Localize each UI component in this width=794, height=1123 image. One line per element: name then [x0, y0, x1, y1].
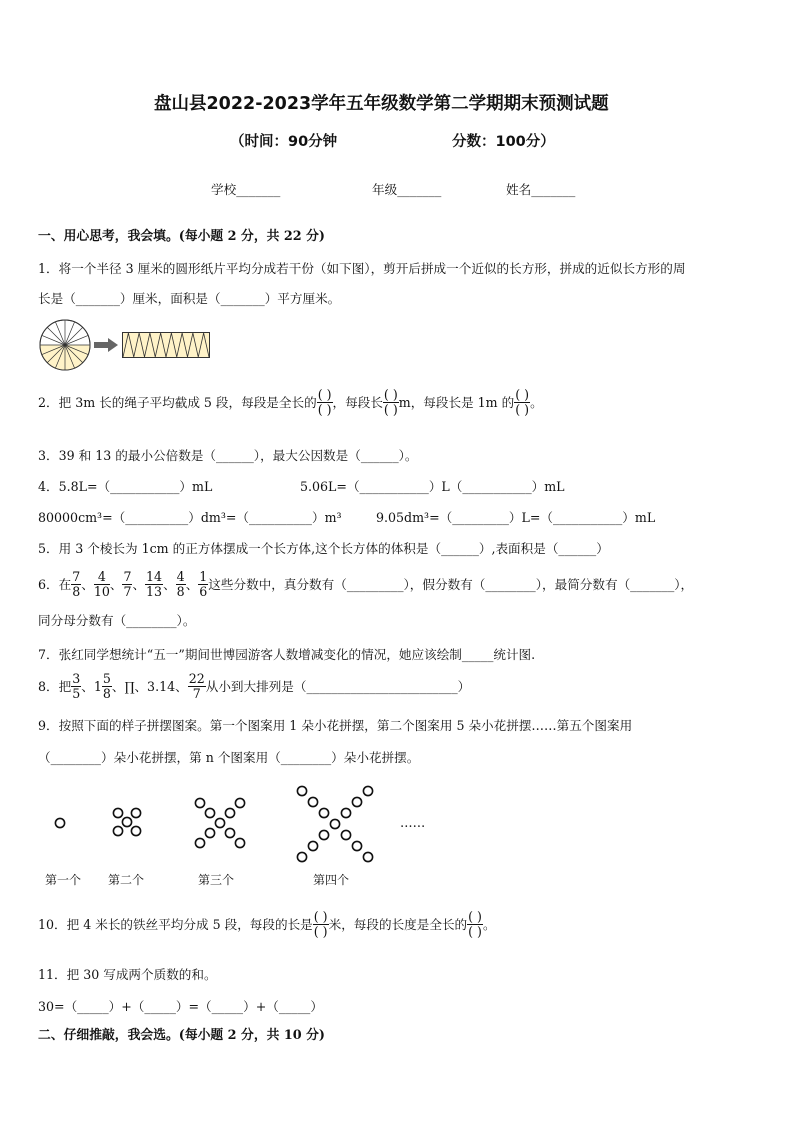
flower-circle [195, 798, 204, 807]
numerator: 7 [72, 569, 81, 584]
q6-line2: 同分母分数有（________）。 [38, 613, 196, 628]
flower-circle [225, 808, 234, 817]
flower-circle [297, 852, 306, 861]
flower-circle [113, 826, 122, 835]
q8-rest1: 、∏、3.14、 [111, 678, 188, 694]
q5: 5．用 3 个棱长为 1cm 的正方体摆成一个长方体,这个长方体的体积是（______）,表面积是（______） [38, 541, 609, 556]
q8-fraction [102, 672, 112, 701]
flower-circle [341, 830, 350, 839]
flower-circle [205, 828, 214, 837]
flower-circle [235, 798, 244, 807]
denominator: 6 [199, 584, 208, 599]
numerator: 4 [176, 569, 185, 584]
blank-denominator: ( ) [515, 402, 530, 417]
q6-prefix: 6．在 [38, 576, 72, 592]
q6-fraction [122, 570, 132, 599]
flower-circle [352, 797, 361, 806]
separator: 、 [109, 576, 123, 592]
blank-denominator: ( ) [383, 402, 398, 417]
q9-line1: 9．按照下面的样子拼摆图案。第一个图案用 1 朵小花拼摆，第二个图案用 5 朵小花拼摆……第五个图案用 [38, 718, 633, 733]
q8-sep1: 、1 [81, 678, 102, 694]
name-field: 姓名_______ [506, 182, 576, 197]
flower-circle [352, 841, 361, 850]
q3: 3．39 和 13 的最小公倍数是（______），最大公因数是（______）。 [38, 448, 418, 463]
numerator: 1 [199, 569, 208, 584]
flower-circle [55, 818, 64, 827]
page-title: 盘山县2022-2023学年五年级数学第二学期期末预测试题 [154, 94, 609, 114]
q6-fraction [176, 570, 186, 599]
denominator: 8 [72, 584, 81, 599]
q6-line1 [38, 570, 693, 599]
separator: 、 [81, 576, 94, 592]
q10 [38, 910, 496, 939]
denominator: 8 [102, 686, 111, 701]
q4-b: 5.06L=（___________）L（___________）mL [300, 479, 565, 494]
separator: 、 [185, 576, 199, 592]
blank-denominator: ( ) [313, 924, 328, 939]
school-field: 学校_______ [211, 182, 281, 197]
q1-line1: 1．将一个半径 3 厘米的圆形纸片平均分成若干份（如下图），剪开后拼成一个近似的长方形，拼成的近似长方形的周 [38, 261, 686, 276]
numerator: 3 [72, 671, 81, 686]
q6-fraction [198, 570, 208, 599]
flower-circle [131, 826, 140, 835]
q2-text-a: 2．把 3m 长的绳子平均截成 5 段，每段是全长的 [38, 394, 317, 410]
q2-text-d: 。 [530, 394, 543, 410]
pattern-ellipsis: …… [400, 815, 426, 830]
q8 [38, 672, 470, 701]
q2-text-b: ，每段长 [332, 394, 383, 410]
flower-circle [205, 808, 214, 817]
denominator: 10 [93, 584, 110, 599]
q10-fraction-2 [467, 910, 483, 939]
numerator: 5 [102, 671, 111, 686]
flower-circle [308, 841, 317, 850]
q4-d: 9.05dm³=（_________）L=（___________）mL [376, 510, 656, 525]
q11-line1: 11．把 30 写成两个质数的和。 [38, 967, 217, 982]
pattern-label-4: 第四个 [313, 873, 350, 887]
q2 [38, 388, 543, 417]
denominator: 7 [123, 584, 132, 599]
numerator: 4 [94, 570, 110, 585]
numerator: 14 [146, 569, 163, 584]
section-1-header: 一、用心思考，我会填。(每小题 2 分，共 22 分) [38, 229, 325, 244]
flower-patterns-diagram [0, 780, 794, 870]
q8-fraction [188, 672, 206, 701]
flower-circle [319, 830, 328, 839]
circle-diagram [38, 318, 92, 372]
q6-fraction [94, 570, 110, 599]
denominator: 13 [146, 584, 163, 599]
q8-fraction [71, 672, 81, 701]
q9-line2: （________）朵小花拼摆，第 n 个图案用（________）朵小花拼摆。 [38, 750, 420, 765]
subtitle-score: 分数：100分） [452, 134, 555, 150]
blank-denominator: ( ) [468, 924, 482, 939]
q7: 7．张红同学想统计“五一”期间世博园游客人数增减变化的情况，她应该绘制_____统计图. [38, 647, 536, 662]
q8-rest2: 从小到大排列是（________________________） [205, 678, 471, 694]
flower-circle [319, 808, 328, 817]
q2-fraction-1 [317, 388, 333, 417]
numerator: 7 [123, 569, 132, 584]
rectangle-strip-diagram [122, 332, 210, 358]
subtitle-time: （时间：90分钟 [230, 134, 338, 150]
q1-line2: 长是（_______）厘米，面积是（_______）平方厘米。 [38, 291, 341, 306]
numerator: 22 [188, 671, 205, 686]
q6-fraction [145, 570, 163, 599]
q6-rest: 这些分数中，真分数有（_________），假分数有（________），最简分数有（_______）， [208, 576, 694, 592]
q10-text-c: 。 [482, 916, 496, 932]
flower-circle [131, 808, 140, 817]
flower-circle [113, 808, 122, 817]
flower-circle [308, 797, 317, 806]
blank-numerator: ( ) [383, 387, 398, 402]
pattern-label-3: 第三个 [198, 873, 235, 887]
flower-circle [341, 808, 350, 817]
section-2-header: 二、仔细推敲，我会选。(每小题 2 分，共 10 分) [38, 1028, 325, 1043]
blank-numerator: ( ) [468, 909, 482, 924]
blank-numerator: ( ) [313, 909, 328, 924]
flower-circle [215, 818, 224, 827]
denominator: 7 [192, 686, 201, 701]
q6-fraction [71, 570, 81, 599]
q11-line2: 30=（_____）+（_____）=（_____）+（_____） [38, 999, 323, 1014]
q2-fraction-3 [514, 388, 530, 417]
q10-text-a: 10．把 4 米长的铁丝平均分成 5 段，每段的长是 [38, 916, 313, 932]
q2-text-c: m，每段长是 1m 的 [398, 394, 515, 410]
flower-circle [195, 838, 204, 847]
separator: 、 [163, 576, 176, 592]
q4-a: 4．5.8L=（___________）mL [38, 479, 213, 494]
blank-numerator: ( ) [515, 387, 530, 402]
flower-circle [122, 817, 131, 826]
q4-c: 80000cm³=（__________）dm³=（__________）m³ [38, 510, 342, 525]
flower-circle [297, 786, 306, 795]
q10-text-b: 米，每段的长度是全长的 [328, 916, 468, 932]
denominator: 8 [176, 584, 185, 599]
denominator: 5 [72, 686, 81, 701]
q10-fraction-1 [313, 910, 329, 939]
flower-circle [225, 828, 234, 837]
separator: 、 [132, 576, 146, 592]
blank-numerator: ( ) [317, 387, 332, 402]
arrow-icon [94, 338, 118, 352]
flower-circle [363, 786, 372, 795]
q2-fraction-2 [383, 388, 399, 417]
grade-field: 年级_______ [372, 182, 442, 197]
flower-circle [363, 852, 372, 861]
q8-prefix: 8．把 [38, 678, 72, 694]
flower-circle [235, 838, 244, 847]
flower-circle [330, 819, 339, 828]
pattern-label-1: 第一个 [45, 873, 82, 887]
pattern-label-2: 第二个 [108, 873, 145, 887]
blank-denominator: ( ) [317, 402, 332, 417]
